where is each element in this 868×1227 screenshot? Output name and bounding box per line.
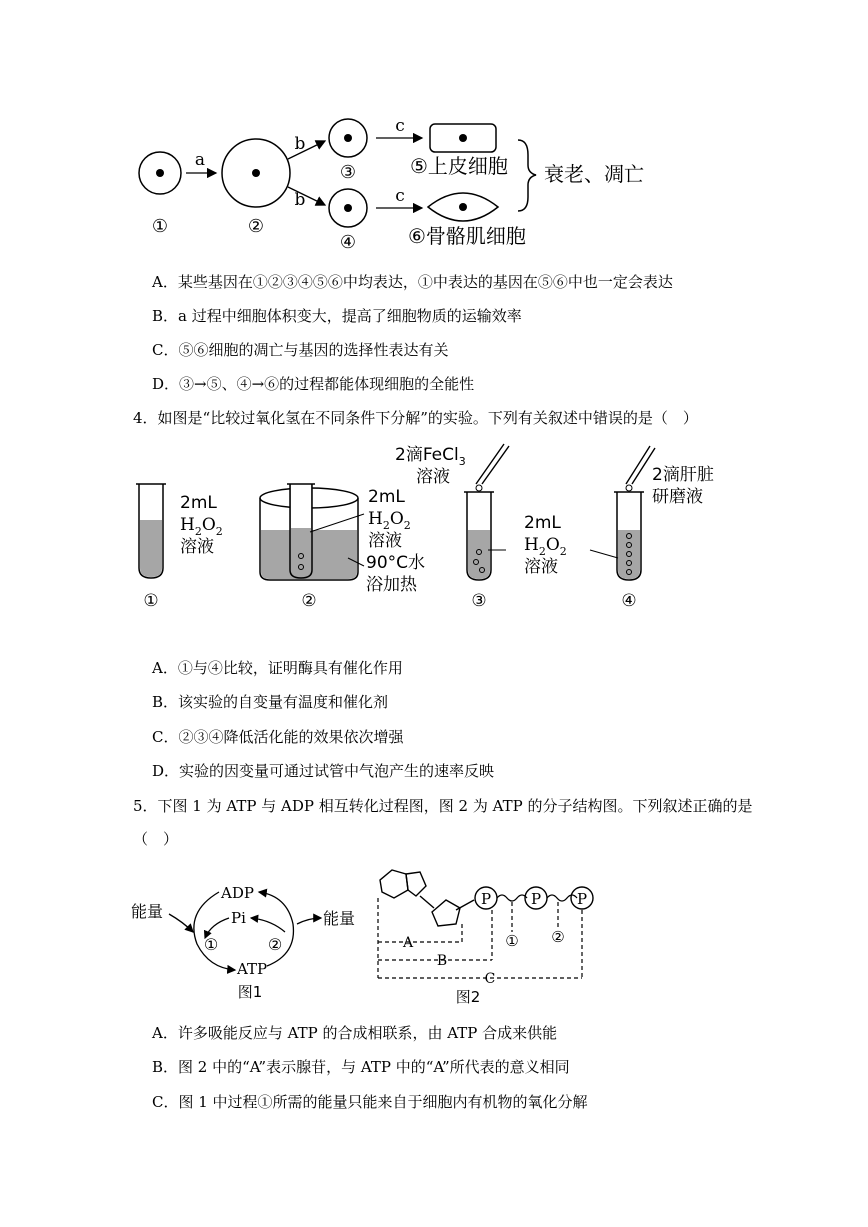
figure-1-caption: 图1 (237, 983, 263, 1001)
label-c-bottom: c (395, 186, 405, 206)
phosphate-1: P (480, 890, 492, 908)
energy-left-label: 能量 (131, 902, 164, 921)
test-tube-3 (464, 444, 509, 580)
test-tube-1 (136, 484, 166, 578)
atp-structure-figure (370, 862, 610, 1012)
q4-option-b[interactable]: B．该实验的自变量有温度和催化剂 (152, 693, 389, 711)
q5-option-c[interactable]: C．图 1 中过程①所需的能量只能来自于细胞内有机物的氧化分解 (152, 1093, 588, 1111)
tube2-number: ② (301, 591, 317, 611)
label-a: a (194, 150, 206, 170)
adp-label: ADP (221, 884, 254, 902)
q5-option-a[interactable]: A．许多吸能反应与 ATP 的合成相联系，由 ATP 合成来供能 (152, 1024, 558, 1042)
q4-stem: 4．如图是“比较过氧化氢在不同条件下分解”的实验。下列有关叙述中错误的是（ ） (133, 409, 698, 427)
tube3-number: ③ (471, 591, 487, 611)
q4-option-a[interactable]: A．①与④比较，证明酶具有催化作用 (152, 659, 403, 677)
bracket-b-label: B (436, 953, 448, 969)
q3-option-d[interactable]: D．③→⑤、④→⑥的过程都能体现细胞的全能性 (152, 375, 475, 393)
fecl3-label: 2滴FeCl$_3$ (395, 445, 466, 468)
tube1-formula: $H_2O_2$ (180, 515, 223, 538)
brace (518, 140, 536, 211)
epithelial-cell-label: ⑤上皮细胞 (410, 154, 508, 178)
phosphate-2: P (530, 890, 542, 908)
bond-1-label: ① (505, 932, 519, 950)
q3-option-a[interactable]: A．某些基因在①②③④⑤⑥中均表达，①中表达的基因在⑤⑥中也一定会表达 (152, 273, 673, 291)
cell-4-label: ④ (339, 232, 357, 253)
cell-differentiation-figure (120, 115, 680, 255)
tube4-number: ④ (621, 591, 637, 611)
energy-right-label: 能量 (323, 909, 356, 928)
tube1-volume: 2mL (180, 493, 217, 513)
tube3-volume: 2mL (524, 513, 561, 533)
label-b-bottom: b (294, 190, 306, 210)
atp-adp-cycle-figure (125, 872, 365, 1007)
label-c-top: c (395, 116, 405, 136)
test-tube-4 (614, 446, 655, 580)
q4-option-c[interactable]: C．②③④降低活化能的效果依次增强 (152, 728, 404, 746)
bracket-c-label: C (484, 971, 496, 987)
q5-stem: 5．下图 1 为 ATP 与 ADP 相互转化过程图，图 2 为 ATP 的分子结构图。下列叙述正确的是 (133, 797, 753, 815)
phosphate-3: P (576, 890, 588, 908)
muscle-cell-label: ⑥骨骼肌细胞 (408, 224, 526, 248)
tube3-solution: 溶液 (524, 557, 558, 577)
tube3-formula: $H_2O_2$ (524, 535, 567, 558)
q4-option-d[interactable]: D．实验的因变量可通过试管中气泡产生的速率反映 (152, 762, 495, 780)
h2o2-experiment-figure (120, 440, 740, 615)
pi-label: Pi (231, 909, 246, 927)
bath-temp: 90°C水 (366, 553, 426, 573)
cell-3-label: ③ (339, 162, 357, 183)
q5-option-b[interactable]: B．图 2 中的“A”表示腺苷，与 ATP 中的“A”所代表的意义相同 (152, 1058, 570, 1076)
fate-label: 衰老、凋亡 (544, 162, 644, 186)
cell-1-label: ① (151, 216, 169, 237)
q3-option-b[interactable]: B．a 过程中细胞体积变大，提高了细胞物质的运输效率 (152, 307, 522, 325)
tube1-solution: 溶液 (180, 537, 214, 557)
figure-2-caption: 图2 (455, 988, 481, 1006)
bond-2-label: ② (551, 928, 565, 946)
process-2-label: ② (267, 935, 283, 954)
bracket-a-label: A (402, 935, 414, 951)
tube2-solution: 溶液 (368, 531, 402, 551)
liver-label: 2滴肝脏 (652, 465, 714, 485)
fecl3-solution: 溶液 (416, 467, 450, 487)
liver-grind: 研磨液 (652, 487, 703, 507)
q5-paren: （ ） (133, 830, 179, 848)
tube1-number: ① (143, 591, 159, 611)
water-bath-beaker (260, 484, 358, 580)
cell-2-label: ② (247, 216, 265, 237)
atp-label: ATP (237, 960, 268, 978)
process-1-label: ① (203, 935, 219, 954)
label-b-top: b (294, 134, 306, 154)
tube2-volume: 2mL (368, 487, 405, 507)
q3-option-c[interactable]: C．⑤⑥细胞的凋亡与基因的选择性表达有关 (152, 341, 449, 359)
bath-heating: 浴加热 (366, 575, 417, 595)
tube2-formula: $H_2O_2$ (368, 509, 411, 532)
